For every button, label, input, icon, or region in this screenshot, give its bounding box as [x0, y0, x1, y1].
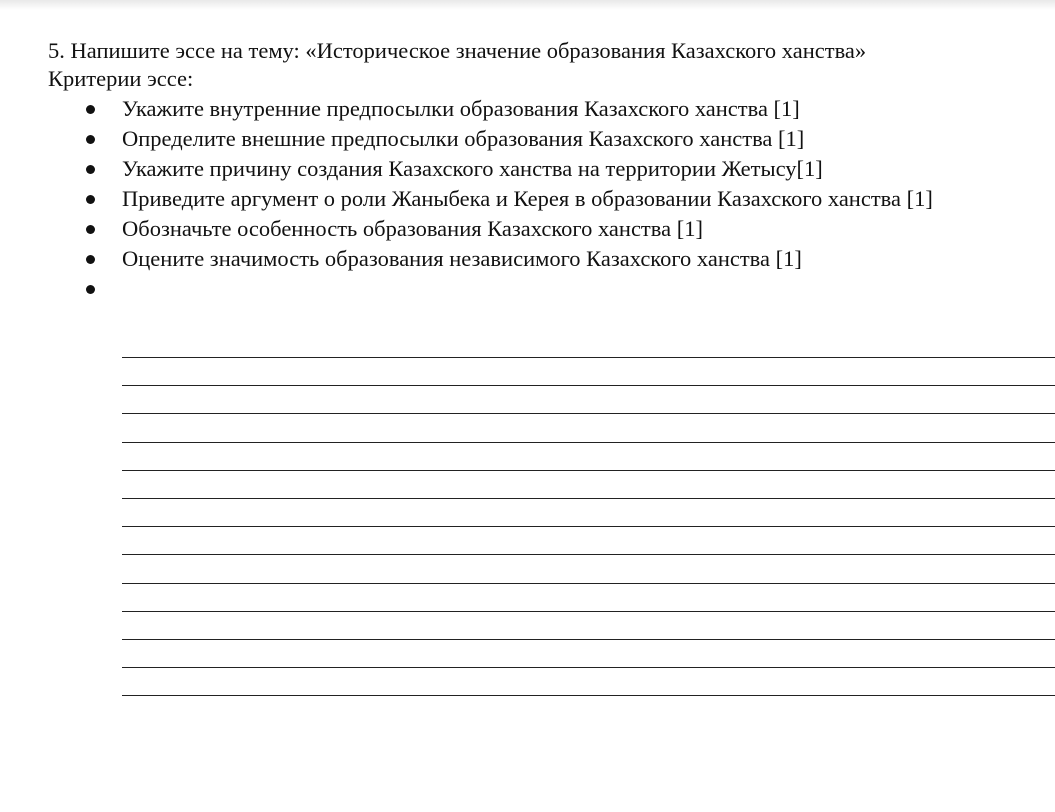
bullet-icon [86, 105, 95, 114]
task-title: 5. Напишите эссе на тему: «Историческое значение образования Казахского ханства» [48, 38, 867, 63]
answer-line [122, 554, 1055, 555]
bullet-icon [86, 195, 95, 204]
criteria-item-text: Оцените значимость образования независимого Казахского ханства [1] [122, 246, 802, 271]
answer-line [122, 667, 1055, 668]
answer-line [122, 695, 1055, 696]
answer-line [122, 611, 1055, 612]
answer-line [122, 498, 1055, 499]
criteria-item-text: Определите внешние предпосылки образования Казахского ханства [1] [122, 126, 805, 151]
answer-line [122, 583, 1055, 584]
bullet-icon [86, 165, 95, 174]
bullet-icon [86, 285, 95, 294]
answer-line [122, 357, 1055, 358]
answer-line [122, 470, 1055, 471]
answer-lines [122, 357, 1055, 723]
criteria-item-text: Укажите причину создания Казахского ханства на территории Жетысу[1] [122, 156, 823, 181]
bullet-icon [86, 225, 95, 234]
criteria-item-text: Приведите аргумент о роли Жаныбека и Керея в образовании Казахского ханства [1] [122, 186, 933, 211]
answer-line [122, 385, 1055, 386]
answer-line [122, 413, 1055, 414]
page-top-shadow [0, 0, 1055, 10]
answer-line [122, 526, 1055, 527]
answer-line [122, 442, 1055, 443]
bullet-icon [86, 255, 95, 264]
bullet-icon [86, 135, 95, 144]
criteria-item-text: Обозначьте особенность образования Казахского ханства [1] [122, 216, 703, 241]
criteria-item-text: Укажите внутренние предпосылки образования Казахского ханства [1] [122, 96, 800, 121]
criteria-heading: Критерии эссе: [48, 66, 194, 91]
answer-line [122, 639, 1055, 640]
